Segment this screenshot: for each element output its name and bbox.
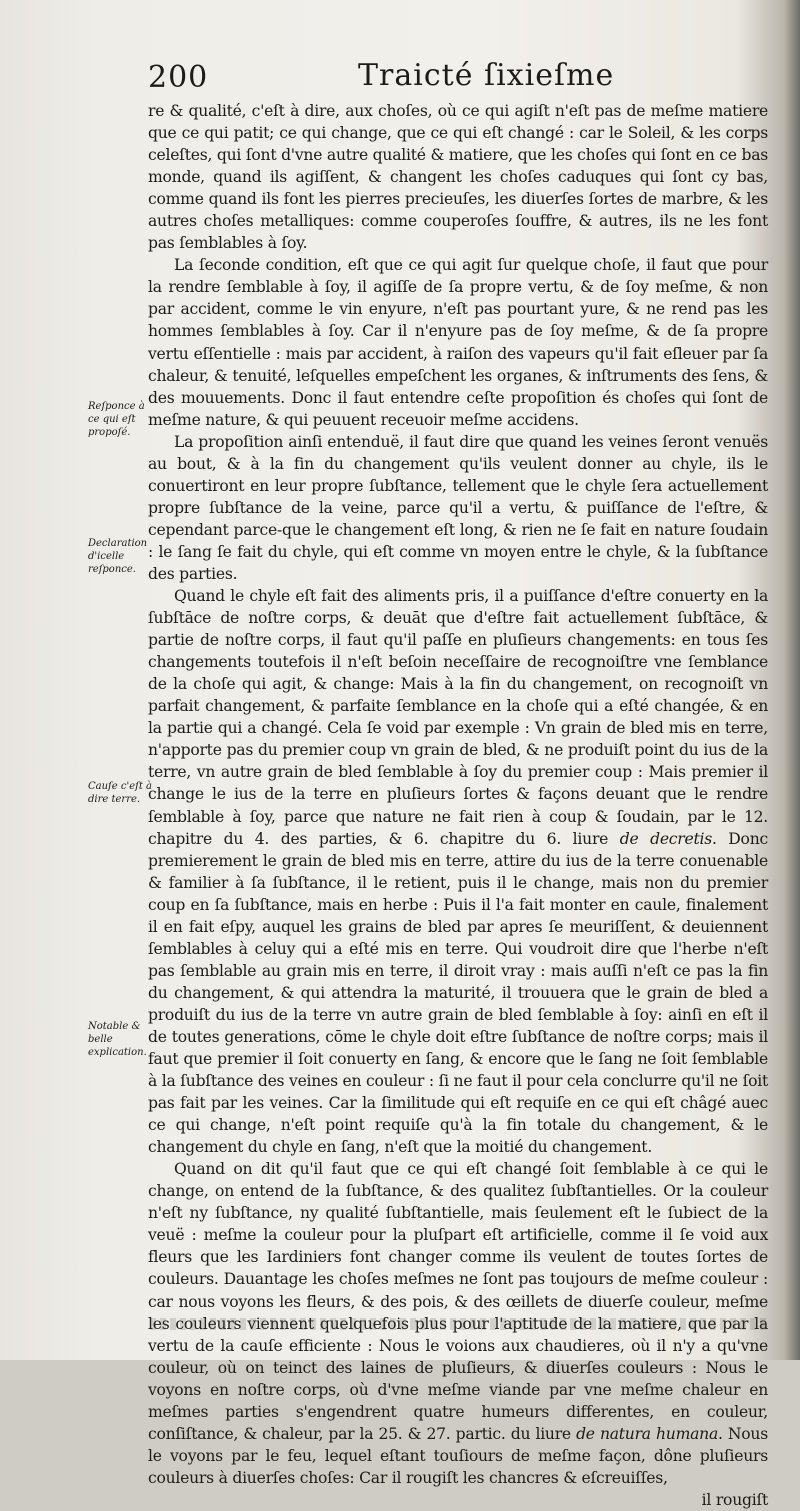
page-number: 200	[148, 60, 209, 95]
catchword: il rougiſt	[701, 1490, 768, 1509]
paragraph-5-part-c: . Nous le voyons par le feu, lequel eſtant touſiours de meſme façon, dône pluſieurs couleurs à diuerſes choſes: Car il rougiſt les chancres & eſcreuiſſes,	[148, 1424, 768, 1487]
paragraph-4-part-a: Quand le chyle eſt fait des aliments pris, il a puiſſance d'eſtre conuerty en la ſubſtāce de noſtre corps, & deuāt que d'eſtre fait actuellement ſubſtāce, & partie de noſtre corps, il faut qu'il paſſe en pluſieurs changements: en tous ſes changements toutefois il n'eſt beſoin neceſſaire de recognoiſtre vne ſemblance de la choſe qui agit, & change: Mais à la fin du changement, on recognoiſt vn parfait changement, & parfaite ſemblance en la choſe qui a eſté changée, & en la partie qui a changé. Cela ſe void par exemple : Vn grain de bled mis en terre, n'apporte pas du premier coup vn grain de bled, & ne produiſt point du ius de la terre, vn autre grain de bled ſemblable à ſoy du premier coup : Mais premier il change le ius de la terre en pluſieurs ſortes & façons deuant que le rendre ſemblable à ſoy, parce que nature ne fait rien à coup & ſoudain, par le 12. chapitre du 4. des parties, & 6. chapitre du 6. liure	[148, 587, 768, 848]
margin-note-declaration: Declaration d'icelle reſponce.	[88, 538, 148, 575]
page-header	[148, 58, 788, 98]
show-through-text	[150, 1318, 770, 1330]
margin-note-response: Reſponce à ce qui eſt propoſé.	[88, 401, 145, 438]
paragraph-4	[148, 585, 768, 1158]
paragraph-4-italic-title: de decretis	[619, 829, 712, 848]
paragraph-2: La ſeconde condition, eſt que ce qui agit ſur quelque choſe, il faut que pour la rendre ſemblable à ſoy, il agiſſe de ſa propre vertu, & de ſoy meſme, & non par accident, comme le vin enyure, n'eſt pas pourtant yure, & ne rend pas les hommes ſemblables à ſoy. Car il n'enyure pas de ſoy meſme, & de ſa propre vertu eſſentielle : mais par accident, à raiſon des vapeurs qu'il fait eſleuer par ſa chaleur, & tenuité, leſquelles empeſchent les organes, & inſtruments des ſens, & des mouuements. Donc il faut entendre ceſte propoſition és choſes qui ſont de meſme nature, & qui peuuent receuoir meſme accidens.	[148, 256, 768, 429]
margin-note-notable: Notable & belle explication.	[88, 1021, 147, 1058]
running-title: Traicté ſixieſme	[358, 58, 615, 93]
paragraph-1: re & qualité, c'eſt à dire, aux choſes, où ce qui agiſt n'eſt pas de meſme matiere que ce qui patit; ce qui change, que ce qui eſt changé : car le Soleil, & les corps celeſtes, qui ſont d'vne autre qualité & matiere, que les choſes qui ſont en ce bas monde, quand ils agiſſent, & changent les choſes caduques qui ſont cy bas, comme quand ils font les pierres precieuſes, les diuerſes ſortes de marbre, & les autres choſes metalliques: comme couperoſes ſouffre, & autres, ils ne les font pas ſemblables à ſoy.	[148, 102, 768, 253]
paragraph-4-part-c: . Donc premierement le grain de bled mis en terre, attire du ius de la terre conuenable & familier à ſa ſubſtance, il le retient, puis il le change, mais non du premier coup en ſa ſubſtance, mais en herbe : Puis il l'a fait monter en caule, finalement il en fait eſpy, auquel les grains de bled par apres ſe meuriſſent, & deuiennent ſemblables à celuy qui a eſté mis en terre. Qui voudroit dire que l'herbe n'eſt pas ſemblable au grain mis en terre, il diroit vray : mais auſſi n'eſt ce pas la fin du changement, & qui attendra la maturité, il trouuera que le grain de bled a produiſt du ius de la terre vn autre grain de bled ſemblable à ſoy: ainſi en eſt il de toutes generations, cōme le chyle doit eſtre ſubſtance de noſtre corps; mais il faut que premier il ſoit conuerty en ſang, & encore que le ſang ne ſoit ſemblable à la ſubſtance des veines en couleur : ſi ne faut il pour cela conclurre qu'il ne ſoit pas fait par les veines. Car la ſimilitude qui eſt requiſe en ce qui eſt châgé auec ce qui change, n'eſt point requiſe qu'à la fin totale du changement, & le changement du chyle en ſang, n'eſt que la moitié du changement.	[148, 829, 768, 1157]
margin-note-cause: Cauſe c'eſt à dire terre.	[88, 781, 152, 805]
paragraph-3: La propoſition ainſi entenduë, il faut dire que quand les veines ſeront venuës au bout, & à la fin du changement qu'ils veulent donner au chyle, ils le conuertiront en leur propre ſubſtance, tellement que le chyle ſera actuellement propre ſubſtance de la veine, parce qu'il a vertu, & puiſſance de l'eſtre, & cependant parce-que le changement eſt long, & rien ne ſe fait en nature ſoudain : le ſang ſe fait du chyle, qui eſt comme vn moyen entre le chyle, & la ſubſtance des parties.	[148, 432, 768, 583]
paragraph-5-italic-title: de natura humana	[576, 1424, 719, 1443]
body-text	[148, 100, 768, 1511]
paragraph-5-part-a: Quand on dit qu'il faut que ce qui eſt changé ſoit ſemblable à ce qui le change, on entend de la ſubſtance, & des qualitez ſubſtantielles. Or la couleur n'eſt ny ſubſtance, ny qualité ſubſtantielle, mais ſeulement eſt le ſubiect de la veuë : meſme la couleur pour la pluſpart eſt artificielle, comme il ſe void aux fleurs que les Iardiniers font changer comme ils veulent de toutes ſortes de couleurs. Dauantage les choſes meſmes ne ſont pas toujours de meſme couleur : car nous voyons les fleurs, & des pois, & des œillets de diuerſe couleur, meſme les couleurs viennent quelquefois plus pour l'aptitude de la matiere, que par la vertu de la cauſe efficiente : Nous le voions aux chaudieres, où il n'y a qu'vne couleur, où on teinct des laines de pluſieurs, & diuerſes couleurs : Nous le voyons en noſtre corps, où d'vne meſme viande par vne meſme chaleur en meſmes parties s'engendrent quatre humeurs differentes, en couleur, conſiſtance, & chaleur, par la 25. & 27. partic. du liure	[148, 1160, 768, 1443]
